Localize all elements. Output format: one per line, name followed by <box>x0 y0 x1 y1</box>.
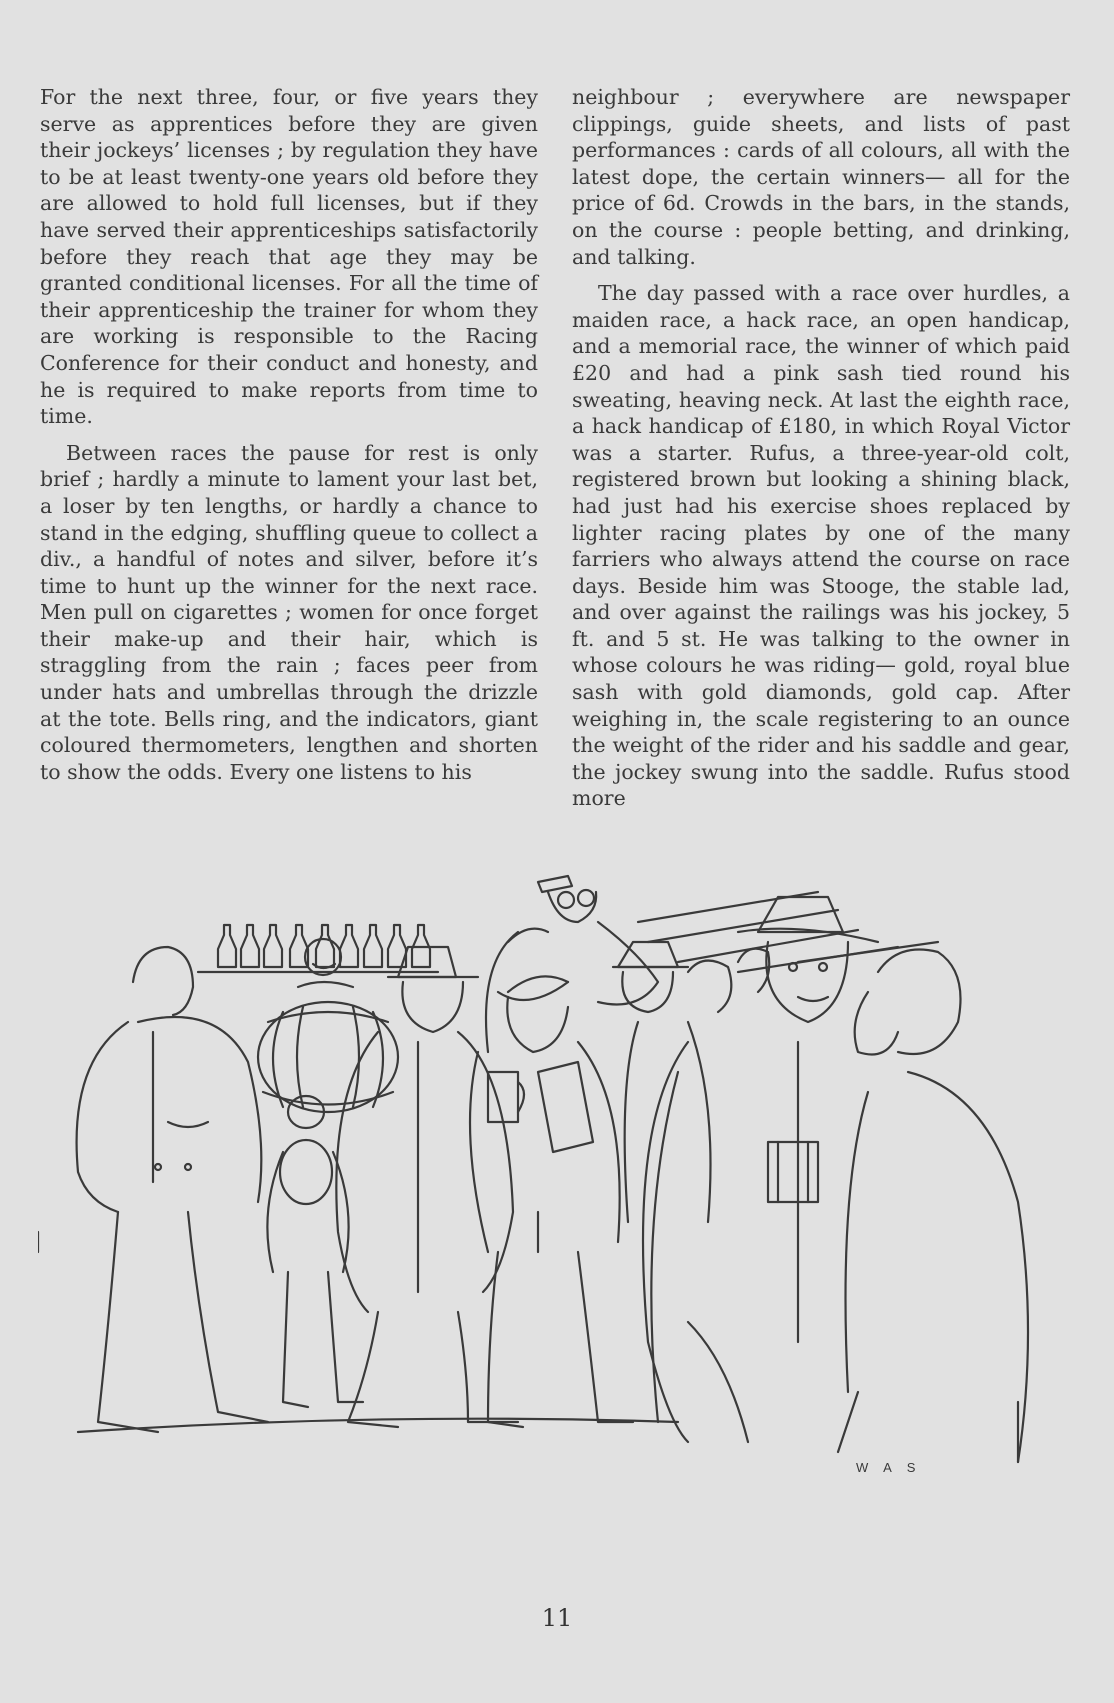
race-crowd-illustration <box>38 872 1078 1572</box>
man-in-long-coat <box>77 947 268 1432</box>
background-crowd <box>613 942 769 1222</box>
right-column <box>572 84 1070 874</box>
ink-drawing <box>38 872 1078 1572</box>
barrel <box>258 1002 398 1112</box>
artist-signature: W A S <box>856 1460 922 1475</box>
man-whispering <box>838 950 1028 1463</box>
paragraph: The day passed with a race over hurdles, a maiden race, a hack race, an open handicap, and a memorial race, the winner of which paid £20 and had a pink sash tied round his sweating, heaving neck. At last the eighth race, a hack handicap of £180, in which Royal Victor was a starter. Rufus, a three-year-old colt, registered brown but looking a shining black, had just had his exercise shoes replaced by lighter racing plates by one of the many farriers who always attend the course on race days. Beside him was Stooge, the stable lad, and over against the railings was his jockey, 5 ft. and 5 st. He was talking to the owner in whose colours he was riding— gold, royal blue sash with gold diamonds, gold cap. After weighing in, the scale registering to an ounce the weight of the rider and his saddle and gear, the jockey swung into the saddle. Rufus stood more <box>572 281 1070 811</box>
boy-with-basket <box>267 1096 363 1407</box>
man-with-scarf <box>643 897 878 1442</box>
text-columns <box>40 84 1070 874</box>
man-with-binoculars <box>486 876 658 1052</box>
man-with-mug <box>470 976 633 1427</box>
left-column <box>40 84 538 874</box>
page-number: 11 <box>541 1604 573 1632</box>
man-in-hat <box>336 947 518 1427</box>
paragraph: Between races the pause for rest is only brief ; hardly a minute to lament your last bet, a loser by ten lengths, or hardly a chance to stand in the edging, shuffling queue to collect a div., a handful of notes and silver, before it’s time to hunt up the winner for the next race. Men pull on cigarettes ; women for once forget their make-up and their hair, which is straggling from the rain ; faces peer from under hats and umbrellas through the drizzle at the tote. Bells ring, and the indicators, giant coloured thermometers, lengthen and shorten to show the odds. Every one listens to his <box>40 440 538 784</box>
paragraph: For the next three, four, or five years they serve as apprentices before they are given their jockeys’ licenses ; by regulation they have to be at least twenty-one years old before they are allowed to hold full licenses, but if they have served their apprenticeships satisfactorily before they reach that age they may be granted conditional licenses. For all the time of their apprenticeship the trainer for whom they are working is responsible to the Racing Conference for their conduct and honesty, and he is required to make reports from time to time. <box>40 85 538 429</box>
paragraph: neighbour ; everywhere are newspaper clippings, guide sheets, and lists of past performances : cards of all colours, all with the latest dope, the certain winners— all for the price of 6d. Crowds in the bars, in the stands, on the course : people betting, and drinking, and talking. <box>572 85 1070 269</box>
